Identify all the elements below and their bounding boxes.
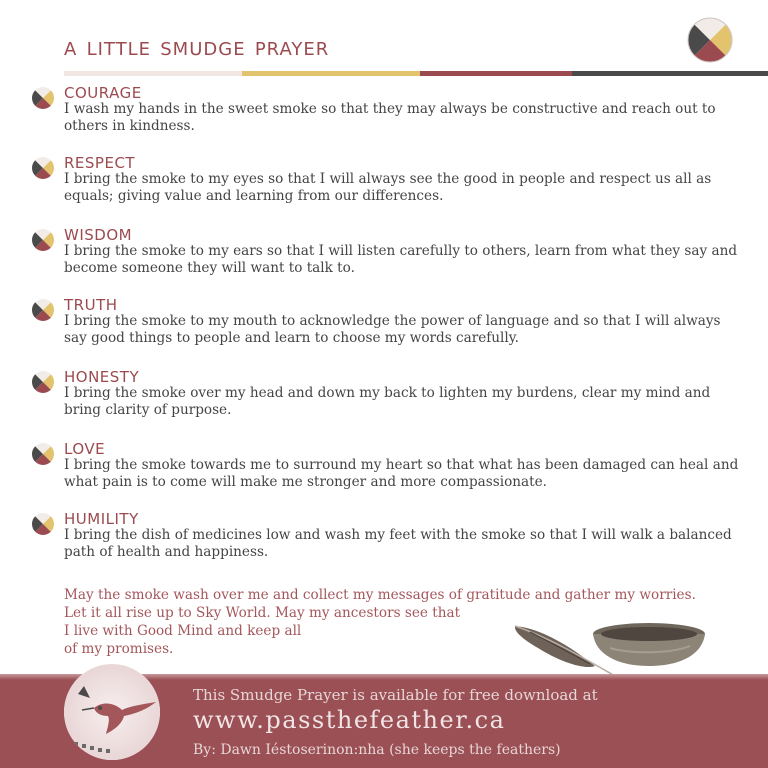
prayer-section <box>0 154 768 214</box>
section-text: I bring the smoke to my mouth to acknowledge the power of language and so that I will always say good things to people and learn to choose my words carefully. <box>64 313 721 346</box>
section-heading: WISDOM <box>64 226 133 244</box>
abalone-bowl-image <box>590 620 708 668</box>
section-text: I bring the smoke over my head and down my back to lighten my burdens, clear my mind and bring clarity of purpose. <box>64 385 711 418</box>
page-title: a little smudge prayer <box>64 32 330 62</box>
section-heading: LOVE <box>64 440 106 458</box>
medicine-wheel-bullet-icon <box>31 228 55 252</box>
bar-red <box>420 71 572 76</box>
footer-website-link[interactable]: www.passthefeather.ca <box>193 706 506 734</box>
section-heading: TRUTH <box>64 296 118 314</box>
pass-the-feather-logo <box>64 664 160 760</box>
color-bar-divider <box>64 71 768 76</box>
bar-light <box>64 71 242 76</box>
medicine-wheel-bullet-icon <box>31 370 55 394</box>
prayer-section <box>0 510 768 570</box>
section-text: I bring the smoke towards me to surround my heart so that what has been damaged can heal and what pain is to come will make me stronger and more compassionate. <box>64 457 739 490</box>
section-text: I wash my hands in the sweet smoke so that they may always be constructive and reach out to others in kindness. <box>64 101 716 134</box>
medicine-wheel-bullet-icon <box>31 156 55 180</box>
section-text: I bring the smoke to my eyes so that I will always see the good in people and respect us all as equals; giving value and learning from our differences. <box>64 171 712 204</box>
section-heading: HUMILITY <box>64 510 139 528</box>
section-heading: HONESTY <box>64 368 140 386</box>
prayer-section <box>0 84 768 144</box>
section-text: I bring the dish of medicines low and wash my feet with the smoke so that I will walk a balanced path of health and happiness. <box>64 527 732 560</box>
medicine-wheel-bullet-icon <box>31 86 55 110</box>
bar-yellow <box>242 71 420 76</box>
prayer-section <box>0 226 768 286</box>
footer-download-text: This Smudge Prayer is available for free download at <box>193 686 598 704</box>
closing-line: of my promises. <box>64 641 174 657</box>
medicine-wheel-icon <box>686 16 734 64</box>
medicine-wheel-bullet-icon <box>31 442 55 466</box>
footer-byline: By: Dawn Iéstoserinon:nha (she keeps the feathers) <box>193 742 561 758</box>
section-text: I bring the smoke to my ears so that I will listen carefully to others, learn from what they say and become someone they will want to talk to. <box>64 243 738 276</box>
closing-line: May the smoke wash over me and collect my messages of gratitude and gather my worries. <box>64 587 696 603</box>
closing-line: I live with Good Mind and keep all <box>64 623 302 639</box>
prayer-section <box>0 296 768 356</box>
bar-dark <box>572 71 768 76</box>
prayer-section <box>0 368 768 428</box>
closing-line: Let it all rise up to Sky World. May my ancestors see that <box>64 605 461 621</box>
section-heading: COURAGE <box>64 84 142 102</box>
medicine-wheel-bullet-icon <box>31 512 55 536</box>
medicine-wheel-bullet-icon <box>31 298 55 322</box>
prayer-section <box>0 440 768 500</box>
section-heading: RESPECT <box>64 154 136 172</box>
